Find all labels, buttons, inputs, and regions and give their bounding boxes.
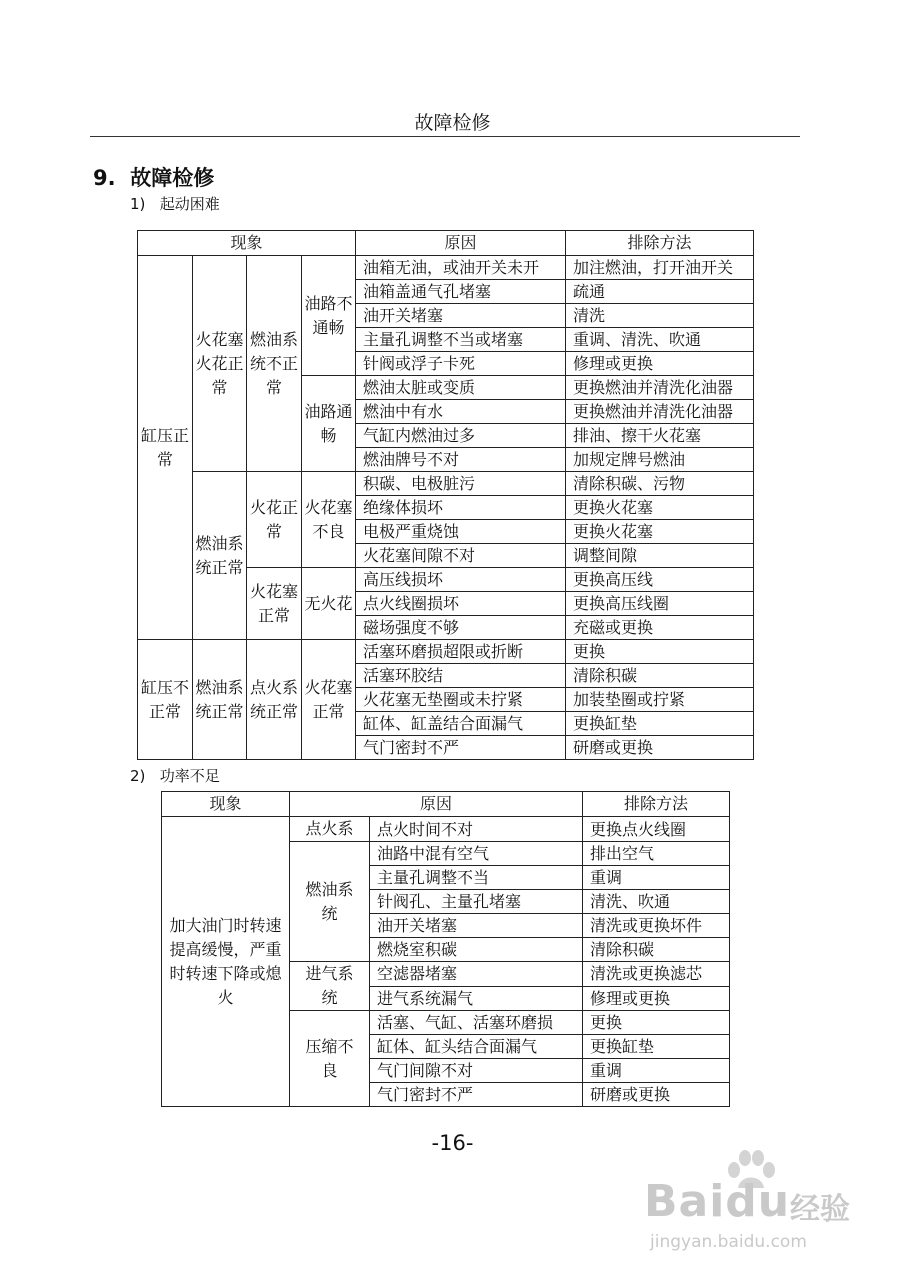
cell-spark-plug-normal: 火花塞正常 [247,568,302,640]
remedy-cell: 清洗或更换坏件 [583,914,730,938]
cause-cell: 主量孔调整不当或堵塞 [356,328,566,352]
remedy-cell: 更换燃油并清洗化油器 [566,376,754,400]
remedy-cell: 重调、清洗、吹通 [566,328,754,352]
cause-cell: 气门密封不严 [356,736,566,760]
remedy-cell: 排油、擦干火花塞 [566,424,754,448]
cause-cell: 油路中混有空气 [370,842,583,866]
cause-cell: 油开关堵塞 [356,304,566,328]
remedy-cell: 清洗 [566,304,754,328]
remedy-cell: 重调 [583,1059,730,1083]
group-compression-poor: 压缩不良 [290,1011,370,1107]
baidu-watermark [640,1150,890,1260]
remedy-cell: 修理或更换 [583,986,730,1011]
header-remedy: 排除方法 [583,792,730,817]
watermark-url: jingyan.baidu.com [650,1232,807,1252]
cause-cell: 缸体、缸头结合面漏气 [370,1035,583,1059]
cause-cell: 活塞、气缸、活塞环磨损 [370,1011,583,1035]
subsection-starting-difficulty: 1) 起动困难 [130,195,220,213]
subsection-insufficient-power: 2) 功率不足 [130,767,220,785]
remedy-cell: 加注燃油，打开油开关 [566,256,754,280]
cell-fuel-system-normal: 燃油系统正常 [193,472,247,640]
cell-cylinder-pressure-abnormal: 缸压不正常 [138,640,193,760]
cause-cell: 高压线损坏 [356,568,566,592]
cell-fuel-system-abnormal: 燃油系统不正常 [247,256,302,472]
remedy-cell: 清除积碳、污物 [566,472,754,496]
cell-ignition-system-normal: 点火系统正常 [247,640,302,760]
cause-cell: 燃烧室积碳 [370,938,583,962]
remedy-cell: 更换 [566,640,754,664]
cause-cell: 针阀或浮子卡死 [356,352,566,376]
cause-cell: 燃油牌号不对 [356,448,566,472]
cell-fuel-system-normal-2: 燃油系统正常 [193,640,247,760]
cause-cell: 空滤器堵塞 [370,962,583,987]
header-cause: 原因 [356,231,566,256]
cell-spark-plug-normal-2: 火花塞正常 [302,640,356,760]
cell-spark-plug-spark-normal: 火花塞火花正常 [193,256,247,472]
cause-cell: 气门密封不严 [370,1083,583,1107]
cause-cell: 气门间隙不对 [370,1059,583,1083]
cause-cell: 油开关堵塞 [370,914,583,938]
remedy-cell: 更换缸垫 [583,1035,730,1059]
remedy-cell: 重调 [583,866,730,890]
cause-cell: 火花塞间隙不对 [356,544,566,568]
insufficient-power-table [161,791,730,1107]
cause-cell: 点火时间不对 [370,817,583,842]
remedy-cell: 清除积碳 [583,938,730,962]
remedy-cell: 调整间隙 [566,544,754,568]
remedy-cell: 清除积碳 [566,664,754,688]
header-phenomenon: 现象 [162,792,290,817]
remedy-cell: 充磁或更换 [566,616,754,640]
remedy-cell: 更换高压线圈 [566,592,754,616]
header-cause: 原因 [290,792,583,817]
remedy-cell: 更换缸垫 [566,712,754,736]
cell-power-phenomenon: 加大油门时转速提高缓慢，严重时转速下降或熄火 [162,817,290,1107]
remedy-cell: 加规定牌号燃油 [566,448,754,472]
cause-cell: 针阀孔、主量孔堵塞 [370,890,583,914]
cell-no-spark: 无火花 [302,568,356,640]
remedy-cell: 研磨或更换 [566,736,754,760]
page-number: -16- [431,1131,474,1155]
remedy-cell: 排出空气 [583,842,730,866]
remedy-cell: 更换 [583,1011,730,1035]
group-fuel-system: 燃油系统 [290,842,370,962]
cause-cell: 燃油中有水 [356,400,566,424]
cause-cell: 积碳、电极脏污 [356,472,566,496]
cause-cell: 绝缘体损坏 [356,496,566,520]
remedy-cell: 更换燃油并清洗化油器 [566,400,754,424]
group-intake-system: 进气系统 [290,962,370,1011]
header-phenomenon: 现象 [138,231,356,256]
remedy-cell: 清洗或更换滤芯 [583,962,730,987]
cause-cell: 缸体、缸盖结合面漏气 [356,712,566,736]
cause-cell: 活塞环胶结 [356,664,566,688]
cell-spark-normal: 火花正常 [247,472,302,568]
cause-cell: 火花塞无垫圈或未拧紧 [356,688,566,712]
remedy-cell: 更换火花塞 [566,520,754,544]
remedy-cell: 修理或更换 [566,352,754,376]
cell-spark-plug-bad: 火花塞不良 [302,472,356,568]
cause-cell: 电极严重烧蚀 [356,520,566,544]
cause-cell: 进气系统漏气 [370,986,583,1011]
cause-cell: 气缸内燃油过多 [356,424,566,448]
remedy-cell: 清洗、吹通 [583,890,730,914]
cause-cell: 磁场强度不够 [356,616,566,640]
cause-cell: 燃油太脏或变质 [356,376,566,400]
remedy-cell: 研磨或更换 [583,1083,730,1107]
remedy-cell: 更换高压线 [566,568,754,592]
cause-cell: 点火线圈损坏 [356,592,566,616]
remedy-cell: 更换点火线圈 [583,817,730,842]
page-header-title: 故障检修 [414,112,491,134]
watermark-logo: Baidu [644,1176,791,1227]
header-divider [90,136,800,137]
header-remedy: 排除方法 [566,231,754,256]
cause-cell: 活塞环磨损超限或折断 [356,640,566,664]
cause-cell: 主量孔调整不当 [370,866,583,890]
remedy-cell: 加装垫圈或拧紧 [566,688,754,712]
cell-cylinder-pressure-normal: 缸压正常 [138,256,193,640]
cell-fuel-line-clear: 油路通畅 [302,376,356,472]
cause-cell: 油箱无油，或油开关未开 [356,256,566,280]
starting-difficulty-table [137,230,754,760]
cause-cell: 油箱盖通气孔堵塞 [356,280,566,304]
cell-fuel-line-blocked: 油路不通畅 [302,256,356,376]
remedy-cell: 疏通 [566,280,754,304]
watermark-cn: 经验 [790,1192,850,1227]
remedy-cell: 更换火花塞 [566,496,754,520]
group-ignition: 点火系 [290,817,370,842]
section-title: 9. 故障检修 [93,166,215,190]
